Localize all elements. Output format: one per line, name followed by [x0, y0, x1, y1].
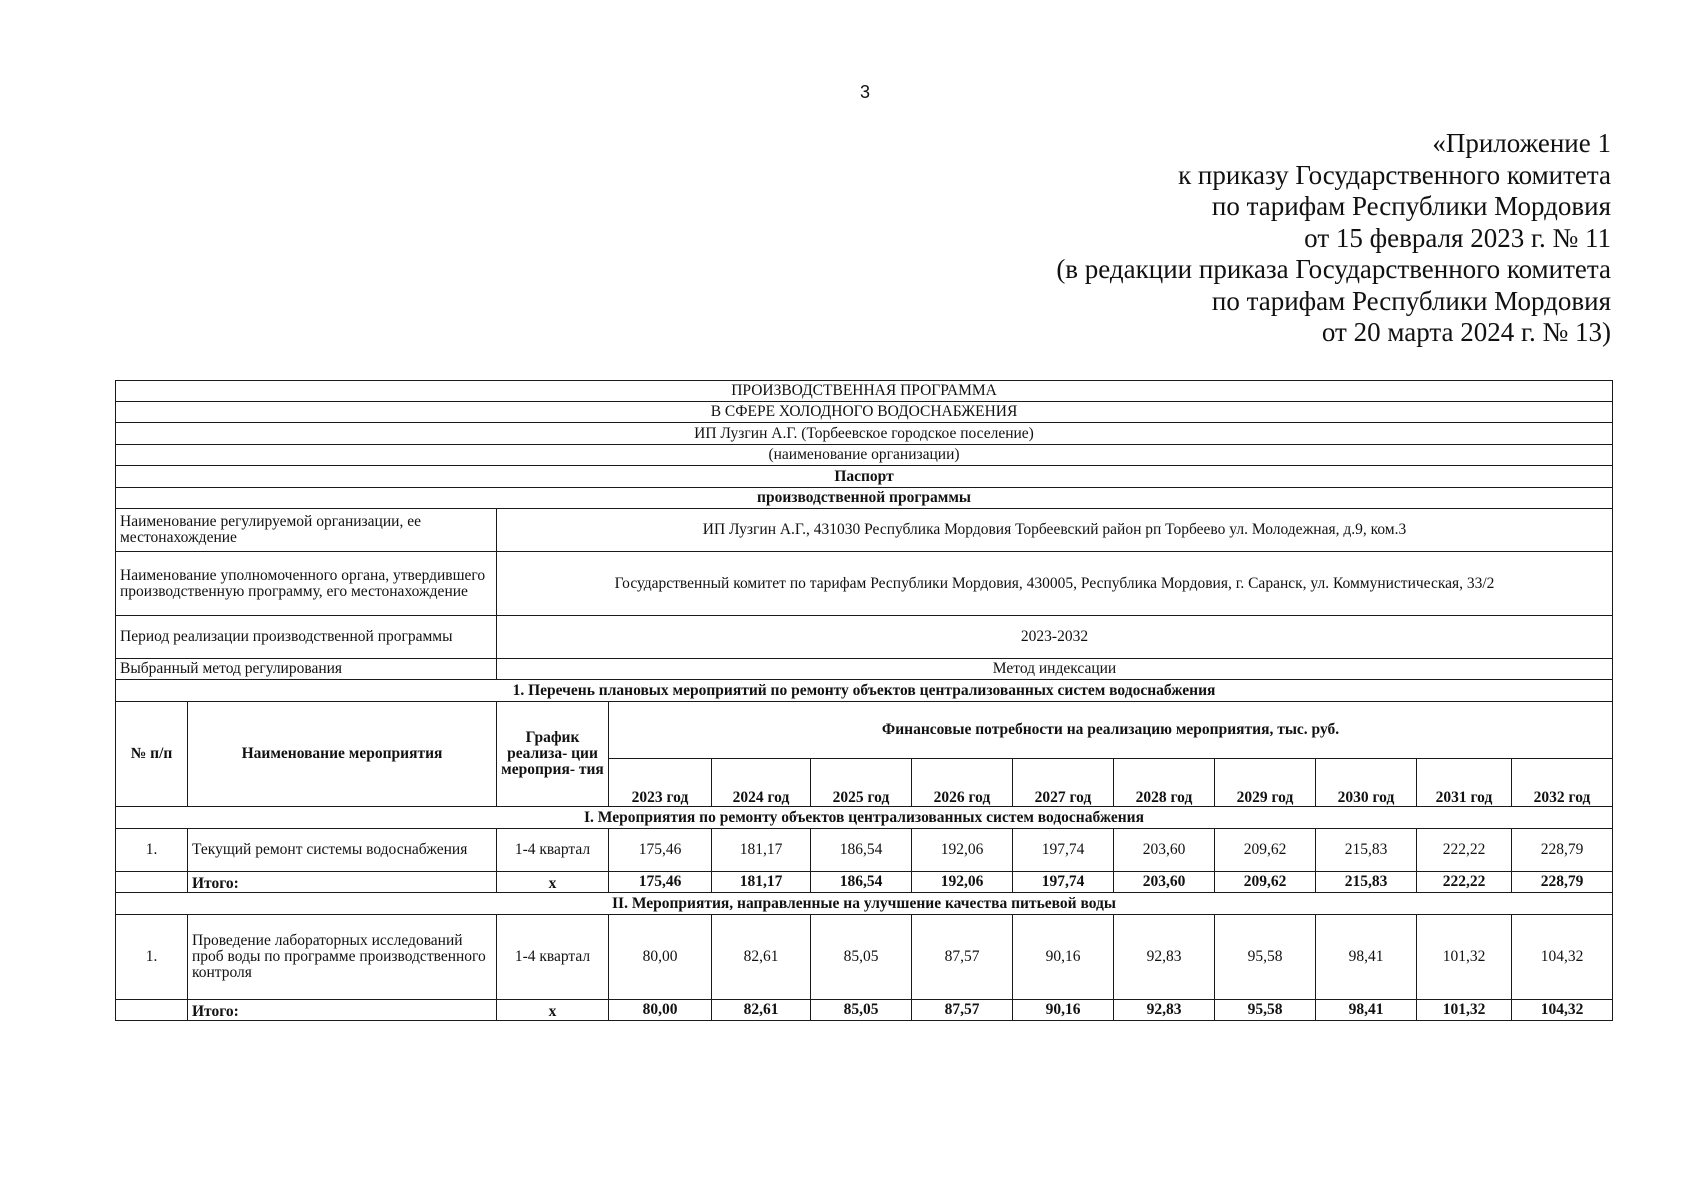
program-subtitle: В СФЕРЕ ХОЛОДНОГО ВОДОСНАБЖЕНИЯ [116, 402, 1613, 423]
passport-label: Период реализации производственной программы [116, 616, 497, 659]
row-value: 87,57 [912, 915, 1013, 1000]
appendix-line: к приказу Государственного комитета [1178, 159, 1611, 190]
total-value: 181,17 [712, 872, 811, 893]
total-value: 82,61 [712, 1000, 811, 1021]
total-label: Итого: [188, 1000, 497, 1021]
column-header-name: Наименование мероприятия [188, 702, 497, 807]
total-label: Итого: [188, 872, 497, 893]
row-name: Текущий ремонт системы водоснабжения [188, 829, 497, 872]
group-title: II. Мероприятия, направленные на улучшение качества питьевой воды [116, 893, 1613, 915]
row-value: 85,05 [811, 915, 912, 1000]
passport-title: Паспорт [116, 466, 1613, 488]
total-value: 87,57 [912, 1000, 1013, 1021]
row-value: 192,06 [912, 829, 1013, 872]
total-value: 209,62 [1215, 872, 1316, 893]
passport-row [116, 552, 1613, 616]
row-value: 98,41 [1316, 915, 1417, 1000]
total-value: 197,74 [1013, 872, 1114, 893]
column-header-schedule: График реализа- ции мероприя- тия [497, 702, 609, 807]
row-value: 222,22 [1417, 829, 1512, 872]
section-title: 1. Перечень плановых мероприятий по ремонту объектов централизованных систем водоснабжения [116, 680, 1613, 702]
row-value: 101,32 [1417, 915, 1512, 1000]
total-schedule: х [497, 1000, 609, 1021]
passport-label: Наименование уполномоченного органа, утвердившего производственную программу, его местонахождение [116, 552, 497, 616]
row-value: 82,61 [712, 915, 811, 1000]
appendix-line: «Приложение 1 [1432, 128, 1611, 158]
total-value: 186,54 [811, 872, 912, 893]
total-value: 203,60 [1114, 872, 1215, 893]
row-num: 1. [116, 915, 188, 1000]
passport-value: ИП Лузгин А.Г., 431030 Республика Мордовия Торбеевский район рп Торбеево ул. Молодежная, д.9, ком.3 [497, 509, 1613, 552]
row-value: 90,16 [1013, 915, 1114, 1000]
row-value: 175,46 [609, 829, 712, 872]
year-header: 2030 год [1316, 759, 1417, 807]
year-header: 2026 год [912, 759, 1013, 807]
passport-value: Государственный комитет по тарифам Республики Мордовия, 430005, Республика Мордовия, г. Саранск, ул. Коммунистическая, 33/2 [497, 552, 1613, 616]
year-header: 2032 год [1512, 759, 1613, 807]
passport-row [116, 509, 1613, 552]
year-header: 2031 год [1417, 759, 1512, 807]
row-schedule: 1-4 квартал [497, 829, 609, 872]
total-value: 80,00 [609, 1000, 712, 1021]
row-value: 209,62 [1215, 829, 1316, 872]
row-value: 228,79 [1512, 829, 1613, 872]
row-value: 95,58 [1215, 915, 1316, 1000]
row-value: 215,83 [1316, 829, 1417, 872]
total-value: 101,32 [1417, 1000, 1512, 1021]
organization-caption: (наименование организации) [116, 445, 1613, 466]
row-value: 203,60 [1114, 829, 1215, 872]
group-title: I. Мероприятия по ремонту объектов централизованных систем водоснабжения [116, 807, 1613, 829]
passport-value: Метод индексации [497, 659, 1613, 680]
year-header: 2028 год [1114, 759, 1215, 807]
year-header: 2029 год [1215, 759, 1316, 807]
row-name: Проведение лабораторных исследований проб воды по программе производственного контроля [188, 915, 497, 1000]
row-value: 181,17 [712, 829, 811, 872]
total-value: 92,83 [1114, 1000, 1215, 1021]
year-header: 2027 год [1013, 759, 1114, 807]
passport-row [116, 616, 1613, 659]
appendix-line: по тарифам Республики Мордовия [1211, 191, 1611, 221]
total-value: 192,06 [912, 872, 1013, 893]
production-program-table [115, 380, 1613, 1021]
total-value: 104,32 [1512, 1000, 1613, 1021]
row-schedule: 1-4 квартал [497, 915, 609, 1000]
table-row [116, 829, 1613, 872]
total-schedule: х [497, 872, 609, 893]
row-value: 197,74 [1013, 829, 1114, 872]
total-value: 95,58 [1215, 1000, 1316, 1021]
total-value: 90,16 [1013, 1000, 1114, 1021]
row-value: 92,83 [1114, 915, 1215, 1000]
passport-label: Наименование регулируемой организации, ее местонахождение [116, 509, 497, 552]
program-title: ПРОИЗВОДСТВЕННАЯ ПРОГРАММА [116, 381, 1613, 402]
row-value: 186,54 [811, 829, 912, 872]
total-value: 215,83 [1316, 872, 1417, 893]
year-header: 2023 год [609, 759, 712, 807]
appendix-line: от 15 февраля 2023 г. № 11 [1304, 222, 1611, 253]
total-value: 228,79 [1512, 872, 1613, 893]
page-number: 3 [859, 82, 870, 102]
total-num [116, 872, 188, 893]
total-num [116, 1000, 188, 1021]
passport-row [116, 659, 1613, 680]
column-header-finance: Финансовые потребности на реализацию мероприятия, тыс. руб. [609, 702, 1613, 759]
appendix-line: (в редакции приказа Государственного комитета [1056, 254, 1611, 284]
total-row [116, 1000, 1613, 1021]
appendix-header [1056, 128, 1611, 349]
total-value: 85,05 [811, 1000, 912, 1021]
total-row [116, 872, 1613, 893]
passport-value: 2023-2032 [497, 616, 1613, 659]
year-header: 2025 год [811, 759, 912, 807]
appendix-line: по тарифам Республики Мордовия [1211, 285, 1611, 316]
total-value: 98,41 [1316, 1000, 1417, 1021]
appendix-line: от 20 марта 2024 г. № 13) [1321, 317, 1611, 347]
year-header: 2024 год [712, 759, 811, 807]
total-value: 175,46 [609, 872, 712, 893]
passport-label: Выбранный метод регулирования [116, 659, 497, 680]
row-num: 1. [116, 829, 188, 872]
row-value: 104,32 [1512, 915, 1613, 1000]
total-value: 222,22 [1417, 872, 1512, 893]
passport-subtitle: производственной программы [116, 488, 1613, 509]
column-header-num: № п/п [116, 702, 188, 807]
table-row [116, 915, 1613, 1000]
organization-name: ИП Лузгин А.Г. (Торбеевское городское поселение) [116, 423, 1613, 445]
row-value: 80,00 [609, 915, 712, 1000]
